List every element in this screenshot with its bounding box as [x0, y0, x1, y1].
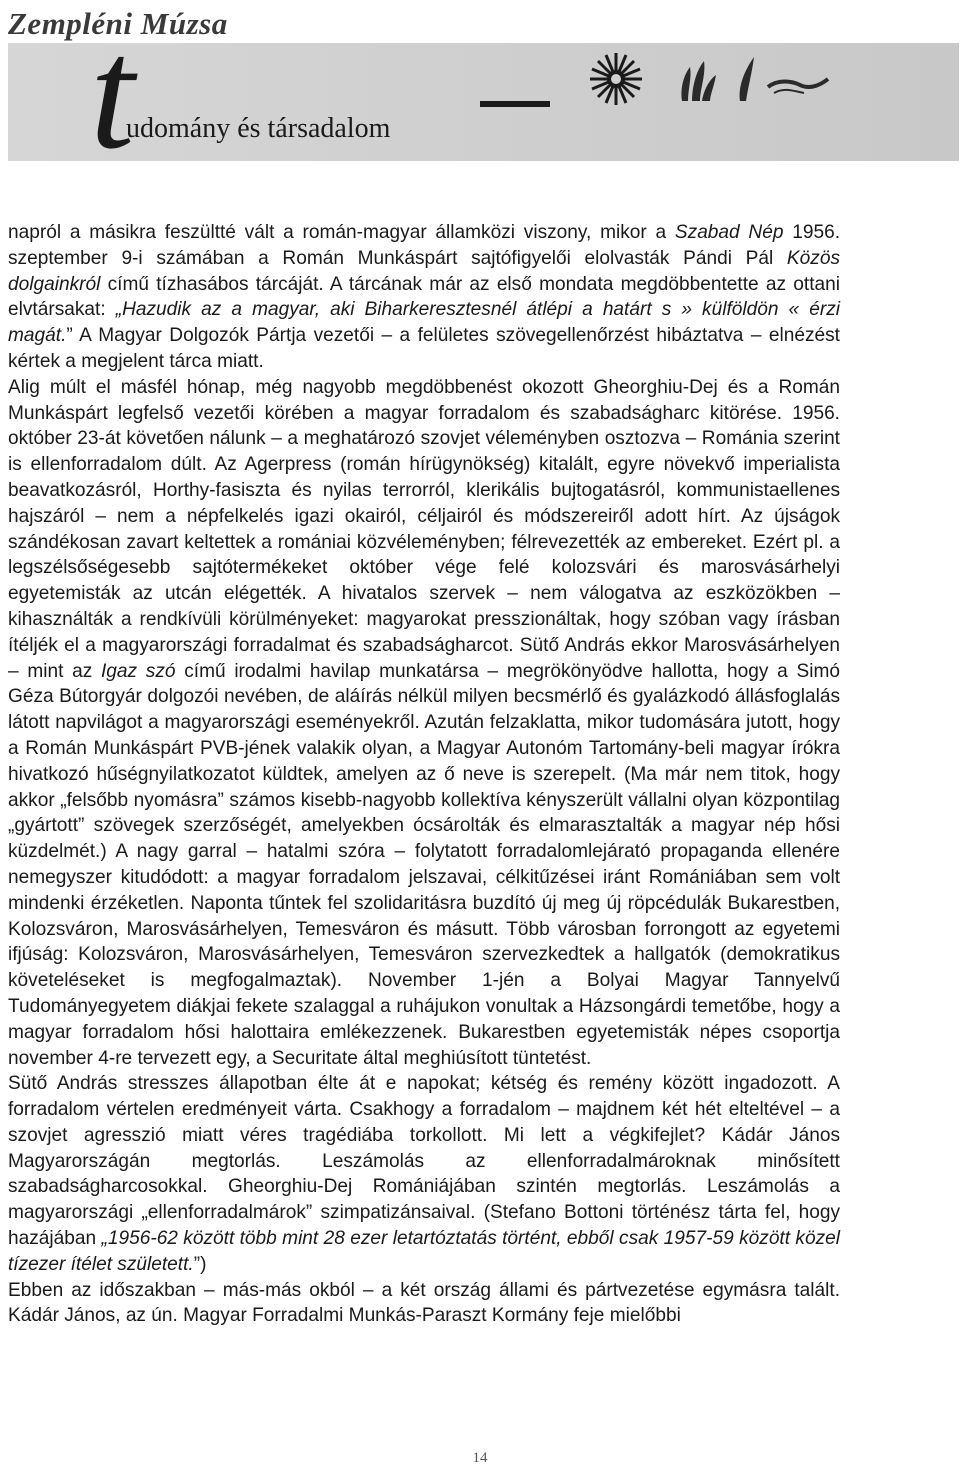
text-run: című tízhasábos tárcáját. A tárcának már az első mondata megdöbbentette az ottani elvtársakat: — [8, 273, 840, 321]
italic-text-run: „Hazudik az a magyar, aki Biharkeresztesnél átlépi a határt s » külföldön « érzi magát. — [8, 299, 841, 347]
section-title: udomány és társadalom — [126, 113, 391, 144]
journal-title: Zempléni Múzsa — [8, 6, 228, 41]
banner-rule — [480, 101, 550, 107]
text-run: napról a másikra feszültté vált a román-magyar államközi viszony, mikor a — [8, 222, 675, 243]
text-run: című irodalmi havilap munkatársa – megrökönyödve hallotta, hogy a Simó Géza Bútorgyár dolgozói nevében, de aláírás nélkül milyen becsmérlő és gyalázkodó állásfoglalás látott napvilágot a magyarországi eseményekről. Azután felzaklatta, mikor tudomására jutott, hogy a Román Munkáspárt PVB-jének valakik olyan, a Magyar Autonóm Tartomány-beli magyar írókra hivatkozó hűségnyilatkozatot küldtek, amelyen az ő neve is szerepelt. (Ma már nem titok, hogy akkor „felsőbb nyomásra” számos kisebb-nagyobb kollektíva kényszerült vállalni olyan központilag „gyártott” szövegek szerzőségét, amelyekben ócsárolták és elmarasztalták a magyar nép hősi küzdelmét.) A nagy garral – hatalmi szóra – folytatott forradalomlejárató propaganda ellenére nemegyszer kitudódott: a magyar forradalom jelszavai, célkitűzései iránt Romániában sem volt mindenki érzéketlen. Naponta tűntek fel szolidaritásra buzdító új meg új röpcédulák Bukarestben, Kolozsváron, Marosvásárhelyen, Temesváron és másutt. Több városban forrongott az egyetemi ifjúság: Kolozsváron, Marosvásárhelyen, Temesváron szervezkedtek a hallgatók (demokratikus követeléseket is megfogalmaztak). November 1-jén a Bolyai Magyar Tannyelvű Tudományegyetem diákjai fekete szalaggal a ruhájukon vonultak a Házsongárdi temetőbe, hogy a magyar forradalom hősi halottaira emlékezzenek. Bukarestben egyetemisták népes csoportja november 4-re tervezett egy, a Securitate által meghiúsított tüntetést. — [8, 660, 840, 1069]
text-run: Sütő András stresszes állapotban élte át e napokat; kétség és remény között ingadozott. A forradalom vértelen eredményeit várta. Csakhogy a forradalom – majdnem két hét elteltével – a szovjet agresszió miatt véres tragédiába torkollott. Mi lett a végkifejlet? Kádár János Magyarországán megtorlás. Leszámolás az ellenforradalmároknak minősített szabadságharcosokkal. Gheorghiu-Dej Romániájában szintén megtorlás. Leszámolás a magyarországi „ellenforradalmárok” szimpatizánsaival. (Stefano Bottoni történész tárta fel, hogy hazájában — [8, 1073, 840, 1250]
text-run: 1956. szeptember 9-i számában a Román Munkáspárt sajtófigyelői elolvasták Pándi Pál — [8, 222, 840, 269]
text-run: ” A Magyar Dolgozók Pártja vezetői – a felületes szövegellenőrzést hibáztatva – elnézést kértek a megjelent tárca miatt. — [8, 325, 840, 372]
section-initial: t — [90, 4, 135, 182]
ornament-icon — [578, 51, 838, 107]
text-run: Alig múlt el másfél hónap, még nagyobb megdöbbenést okozott Gheorghiu-Dej és a Román Munkáspárt legfelső vezetői körében a magyar forradalom és szabadságharc kitörése. 1956. október 23-át követően nálunk – a meghatározó szovjet véleményben osztozva – Románia szerint is ellenforradalom dúlt. Az Agerpress (román hírügynökség) kitalált, egyre növekvő imperialista beavatkozásról, Horthy-fasiszta és nyilas terrorról, klerikális bujtogatásról, kommunistaellenes hajszáról – nem a népfelkelés igazi okairól, céljairól és módszereiről adott hírt. Az újságok szándékosan zavart keltettek a romániai közvéleményben; félrevezették az embereket. Ezért pl. a legszélsőségesebb sajtótermékeket október vége felé kolozsvári és marosvásárhelyi egyetemisták az utcán elégették. A hivatalos szervek – nem válogatva az eszközökben – kihasználták a rendkívüli körülményeket: magyarokat presszionáltak, hogy szóban vagy írásban ítéljék el a magyarországi forradalmat és szabadságharcot. Sütő András ekkor Marosvásárhelyen – mint az — [8, 376, 840, 682]
paragraph — [8, 375, 840, 1072]
text-run: Ebben az időszakban – más-más okból – a két ország állami és pártvezetése egymásra talált. Kádár János, az ún. Magyar Forradalmi Munkás-Paraszt Kormány feje mielőbbi — [8, 1279, 840, 1327]
italic-text-run: Igaz szó — [101, 660, 176, 682]
italic-text-run: Szabad Nép — [674, 222, 784, 243]
italic-text-run: Közös dolgainkról — [8, 247, 840, 295]
article-body — [8, 220, 840, 1329]
text-run: ”) — [193, 1253, 207, 1275]
paragraph — [8, 1278, 840, 1330]
paragraph — [8, 220, 840, 375]
paragraph — [8, 1071, 840, 1277]
page-number: 14 — [472, 1450, 488, 1466]
italic-text-run: „1956-62 között több mint 28 ezer letartóztatás történt, ebből csak 1957-59 között közel tízezer ítélet született. — [8, 1228, 840, 1275]
